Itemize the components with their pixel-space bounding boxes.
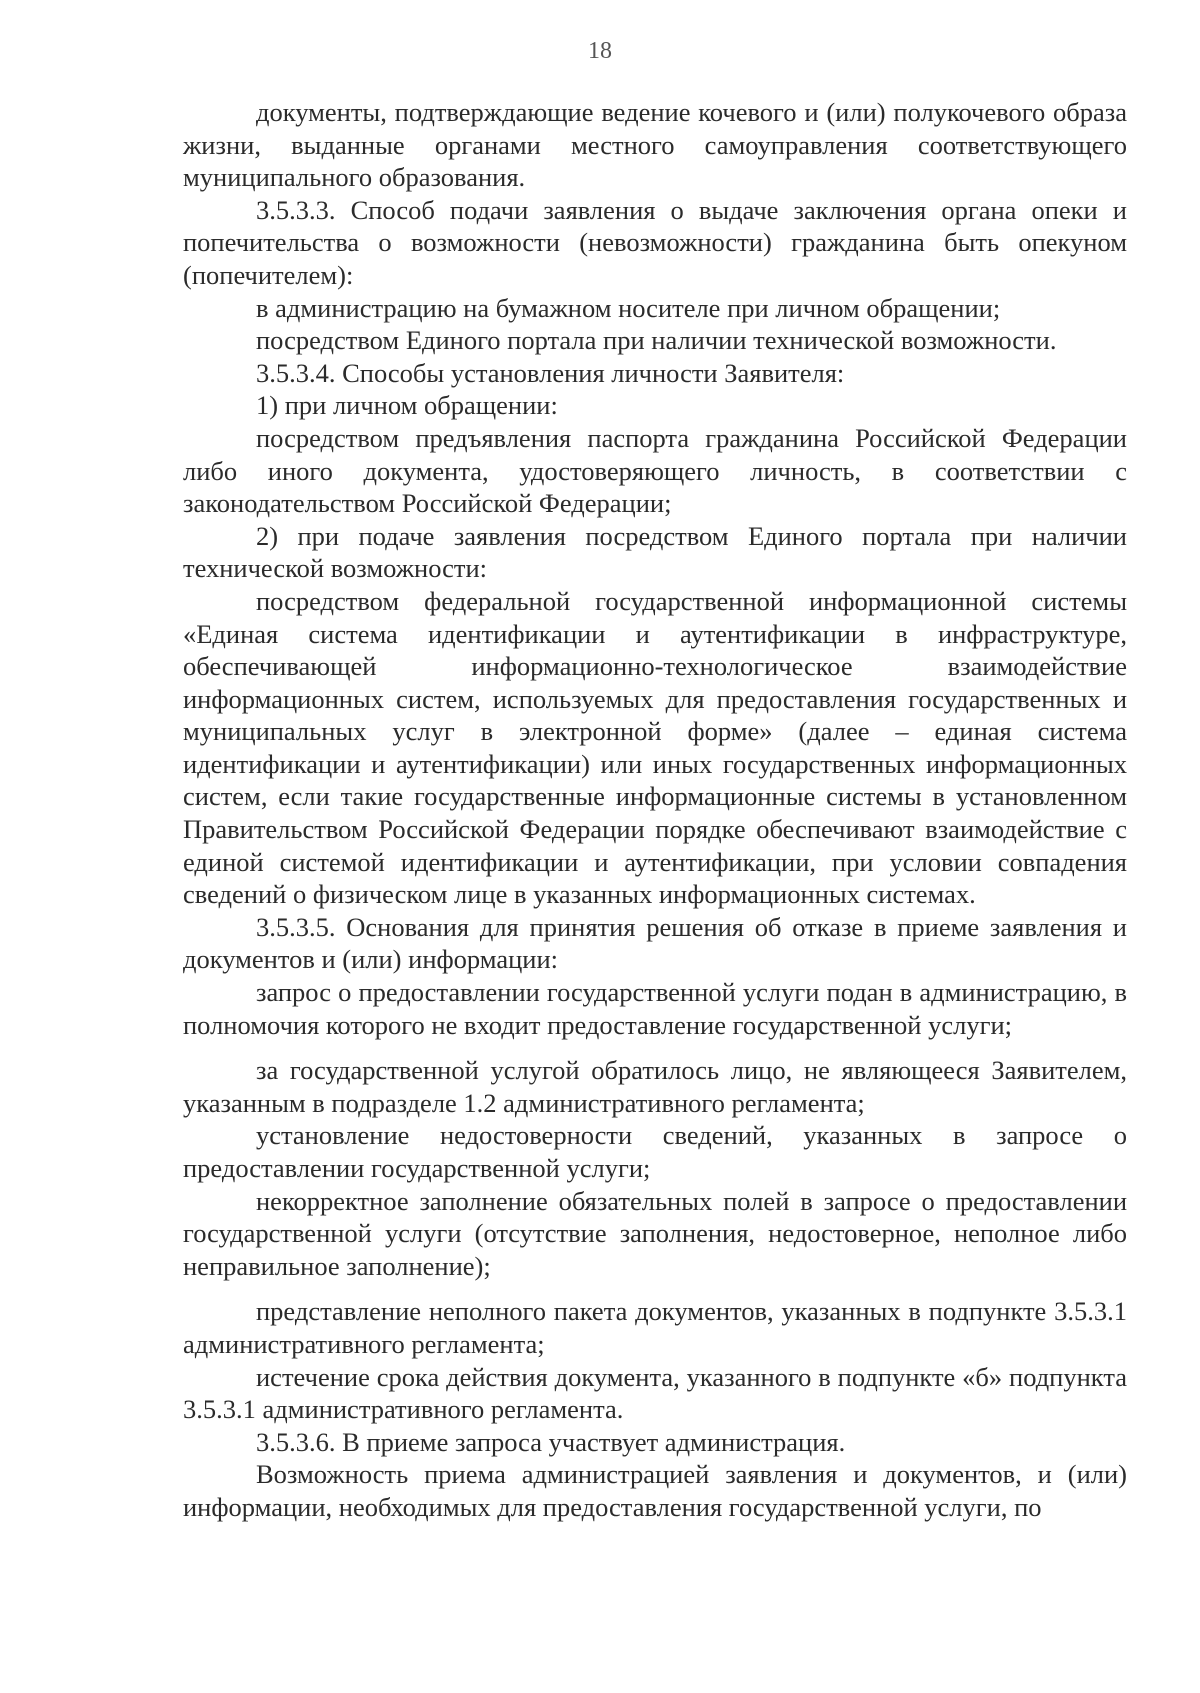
paragraph: 1) при личном обращении:	[256, 390, 558, 421]
paragraph: 3.5.3.6. В приеме запроса участвует администрация.	[256, 1426, 846, 1457]
paragraph: некорректное заполнение обязательных полей в запросе о предоставлении государственной услуги (отсутствие заполнения, недостоверное, неполное либо неправильное заполнение);	[183, 1185, 1127, 1281]
paragraph: посредством предъявления паспорта гражданина Российской Федерации либо иного документа, удостоверяющего личность, в соответствии с законодательством Российской Федерации;	[183, 422, 1127, 519]
paragraph: документы, подтверждающие ведение кочевого и (или) полукочевого образа жизни, выданные органами местного самоуправления соответствующего муниципального образования.	[183, 97, 1127, 193]
paragraph: 2) при подаче заявления посредством Единого портала при наличии технической возможности:	[183, 520, 1127, 584]
page-number: 18	[588, 38, 612, 64]
paragraph: истечение срока действия документа, указанного в подпункте «б» подпункта 3.5.3.1 административного регламента.	[183, 1361, 1127, 1425]
paragraph: 3.5.3.5. Основания для принятия решения об отказе в приеме заявления и документов и (или) информации:	[183, 911, 1127, 975]
paragraph: запрос о предоставлении государственной услуги подан в администрацию, в полномочия которого не входит предоставление государственной услуги;	[183, 977, 1127, 1040]
paragraph: представление неполного пакета документов, указанных в подпункте 3.5.3.1 административного регламента;	[183, 1296, 1127, 1359]
paragraph: 3.5.3.3. Способ подачи заявления о выдаче заключения органа опеки и попечительства о возможности (невозможности) гражданина быть опекуном (попечителем):	[183, 194, 1127, 290]
paragraph: посредством Единого портала при наличии технической возможности.	[256, 325, 1057, 356]
paragraph: установление недостоверности сведений, указанных в запросе о предоставлении государственной услуги;	[183, 1120, 1127, 1183]
paragraph: 3.5.3.4. Способы установления личности Заявителя:	[256, 357, 845, 388]
document-body	[183, 96, 1127, 1524]
paragraph: в администрацию на бумажном носителе при личном обращении;	[256, 292, 1001, 323]
paragraph: за государственной услугой обратилось лицо, не являющееся Заявителем, указанным в подразделе 1.2 административного регламента;	[183, 1055, 1127, 1118]
paragraph: Возможность приема администрацией заявления и документов, и (или) информации, необходимых для предоставления государственной услуги, по	[183, 1459, 1127, 1522]
paragraph: посредством федеральной государственной информационной системы «Единая система идентификации и аутентификации в инфраструктуре, обеспечивающей информационно-технологическое взаимодействие информационных систем, используемых для предоставления государственных и муниципальных услуг в электронной форме» (далее – единая система идентификации и аутентификации) или иных государственных информационных систем, если такие государственные информационные системы в установленном Правительством Российской Федерации порядке обеспечивают взаимодействие с единой системой идентификации и аутентификации, при условии совпадения сведений о физическом лице в указанных информационных системах.	[183, 585, 1127, 910]
